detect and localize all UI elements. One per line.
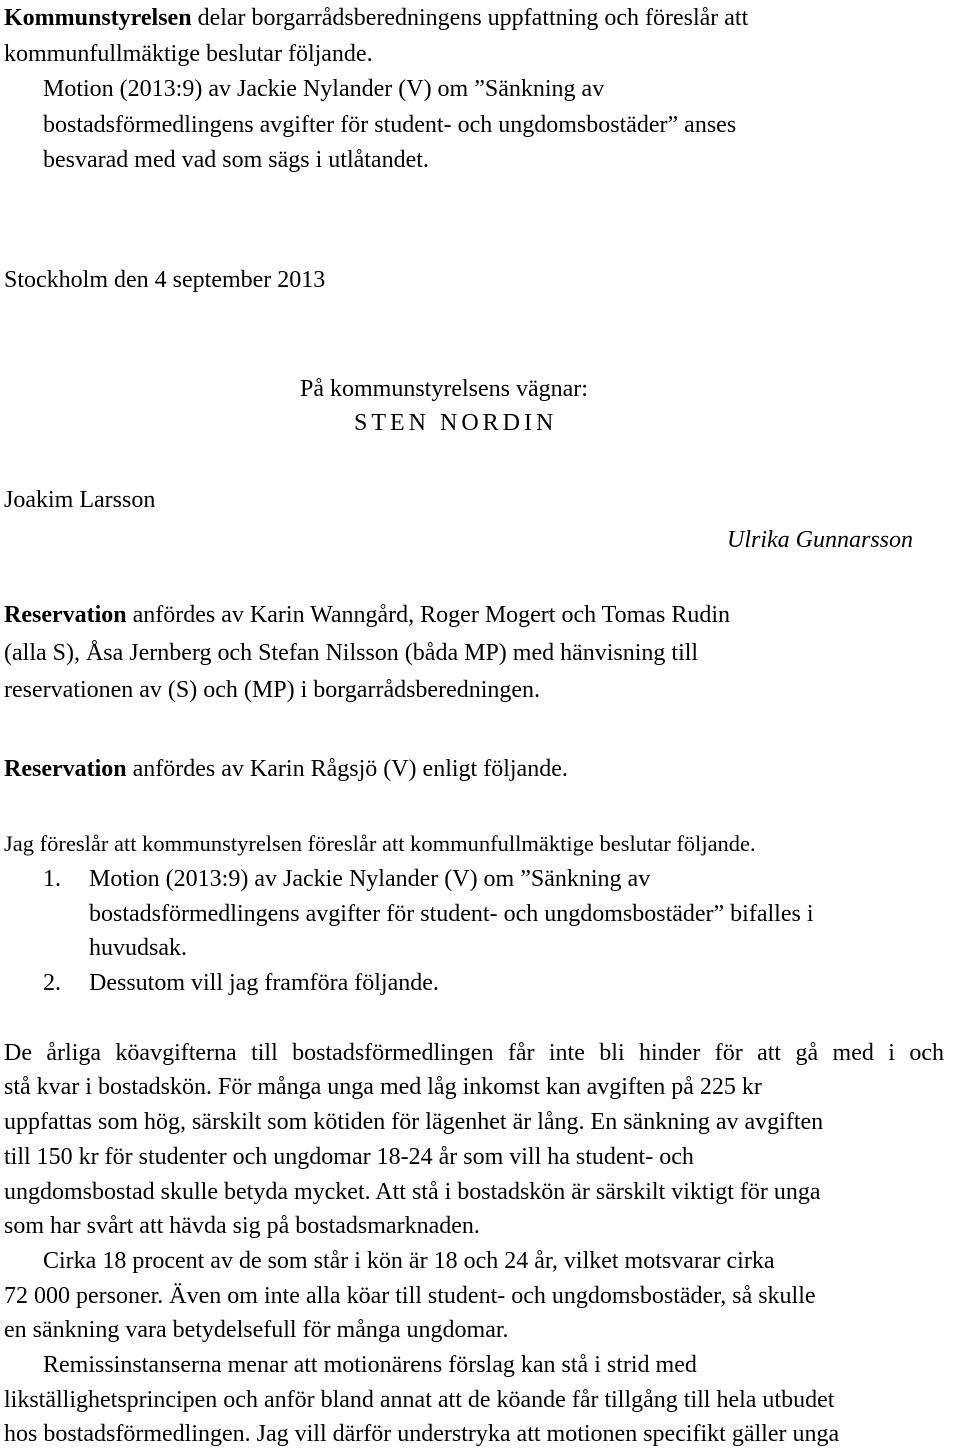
proposal-item-line: Dessutom vill jag framföra följande. xyxy=(89,970,439,996)
proposal-item-line: Motion (2013:9) av Jackie Nylander (V) om ”Sänkning av xyxy=(89,866,651,892)
reservation1-heading: Reservation xyxy=(4,602,127,628)
proposal-item-line: huvudsak. xyxy=(89,935,187,961)
intro-motion-line: Motion (2013:9) av Jackie Nylander (V) om ”Sänkning av xyxy=(43,76,605,102)
proposal-item-line: bostadsförmedlingens avgifter för student- och ungdomsbostäder” bifalles i xyxy=(89,901,814,927)
body-line: till 150 kr för studenter och ungdomar 18-24 år som vill ha student- och xyxy=(4,1144,694,1170)
body-line: 72 000 personer. Även om inte alla köar till student- och ungdomsbostäder, så skulle xyxy=(4,1283,816,1309)
reservation2-line xyxy=(4,757,568,781)
body-line: som har svårt att hävda sig på bostadsmarknaden. xyxy=(4,1213,480,1239)
body-line: Cirka 18 procent av de som står i kön är 18 och 24 år, vilket motsvarar cirka xyxy=(43,1248,775,1274)
left-signer: Joakim Larsson xyxy=(4,487,156,513)
intro-line-2: kommunfullmäktige beslutar följande. xyxy=(4,41,373,67)
date-line: Stockholm den 4 september 2013 xyxy=(4,267,326,293)
proposal-item-number: 1. xyxy=(43,866,61,892)
proposal-lead: Jag föreslår att kommunstyrelsen föreslår att kommunfullmäktige beslutar följande. xyxy=(4,831,756,856)
body-line: hos bostadsförmedlingen. Jag vill därför understryka att motionen specifikt gäller unga xyxy=(4,1421,840,1447)
reservation1-line-1-rest: anfördes av Karin Wanngård, Roger Mogert och Tomas Rudin xyxy=(126,602,731,628)
chair-name: STEN NORDIN xyxy=(354,410,558,436)
proposal-item-number: 2. xyxy=(43,970,61,996)
intro-subject: Kommunstyrelsen xyxy=(4,5,192,31)
reservation1-line-3: reservationen av (S) och (MP) i borgarrådsberedningen. xyxy=(4,677,541,703)
intro-motion-line: besvarad med vad som sägs i utlåtandet. xyxy=(43,147,429,173)
right-signer: Ulrika Gunnarsson xyxy=(727,527,914,553)
reservation2-heading: Reservation xyxy=(4,756,127,782)
intro-line-1-rest: delar borgarrådsberedningens uppfattning och föreslår att xyxy=(191,5,749,31)
body-line: likställighetsprincipen och anför bland annat att de köande får tillgång till hela utbudet xyxy=(4,1387,835,1413)
body-line: uppfattas som hög, särskilt som kötiden för lägenhet är lång. En sänkning av avgiften xyxy=(4,1109,824,1135)
body-line: en sänkning vara betydelsefull för många ungdomar. xyxy=(4,1317,509,1343)
body-line: De årliga köavgifterna till bostadsförmedlingen får inte bli hinder för att gå med i och xyxy=(4,1040,944,1066)
body-line: Remissinstanserna menar att motionärens förslag kan stå i strid med xyxy=(43,1352,697,1378)
intro-line-1 xyxy=(4,6,748,30)
body-line: ungdomsbostad skulle betyda mycket. Att stå i bostadskön är särskilt viktigt för unga xyxy=(4,1179,821,1205)
reservation1-line-2: (alla S), Åsa Jernberg och Stefan Nilsson (båda MP) med hänvisning till xyxy=(4,640,699,666)
body-line: stå kvar i bostadskön. För många unga med låg inkomst kan avgiften på 225 kr xyxy=(4,1074,762,1100)
reservation1-line-1 xyxy=(4,603,730,627)
on-behalf-label: På kommunstyrelsens vägnar: xyxy=(300,376,588,402)
reservation2-rest: anfördes av Karin Rågsjö (V) enligt följande. xyxy=(126,756,568,782)
intro-motion-line: bostadsförmedlingens avgifter för student- och ungdomsbostäder” anses xyxy=(43,112,737,138)
